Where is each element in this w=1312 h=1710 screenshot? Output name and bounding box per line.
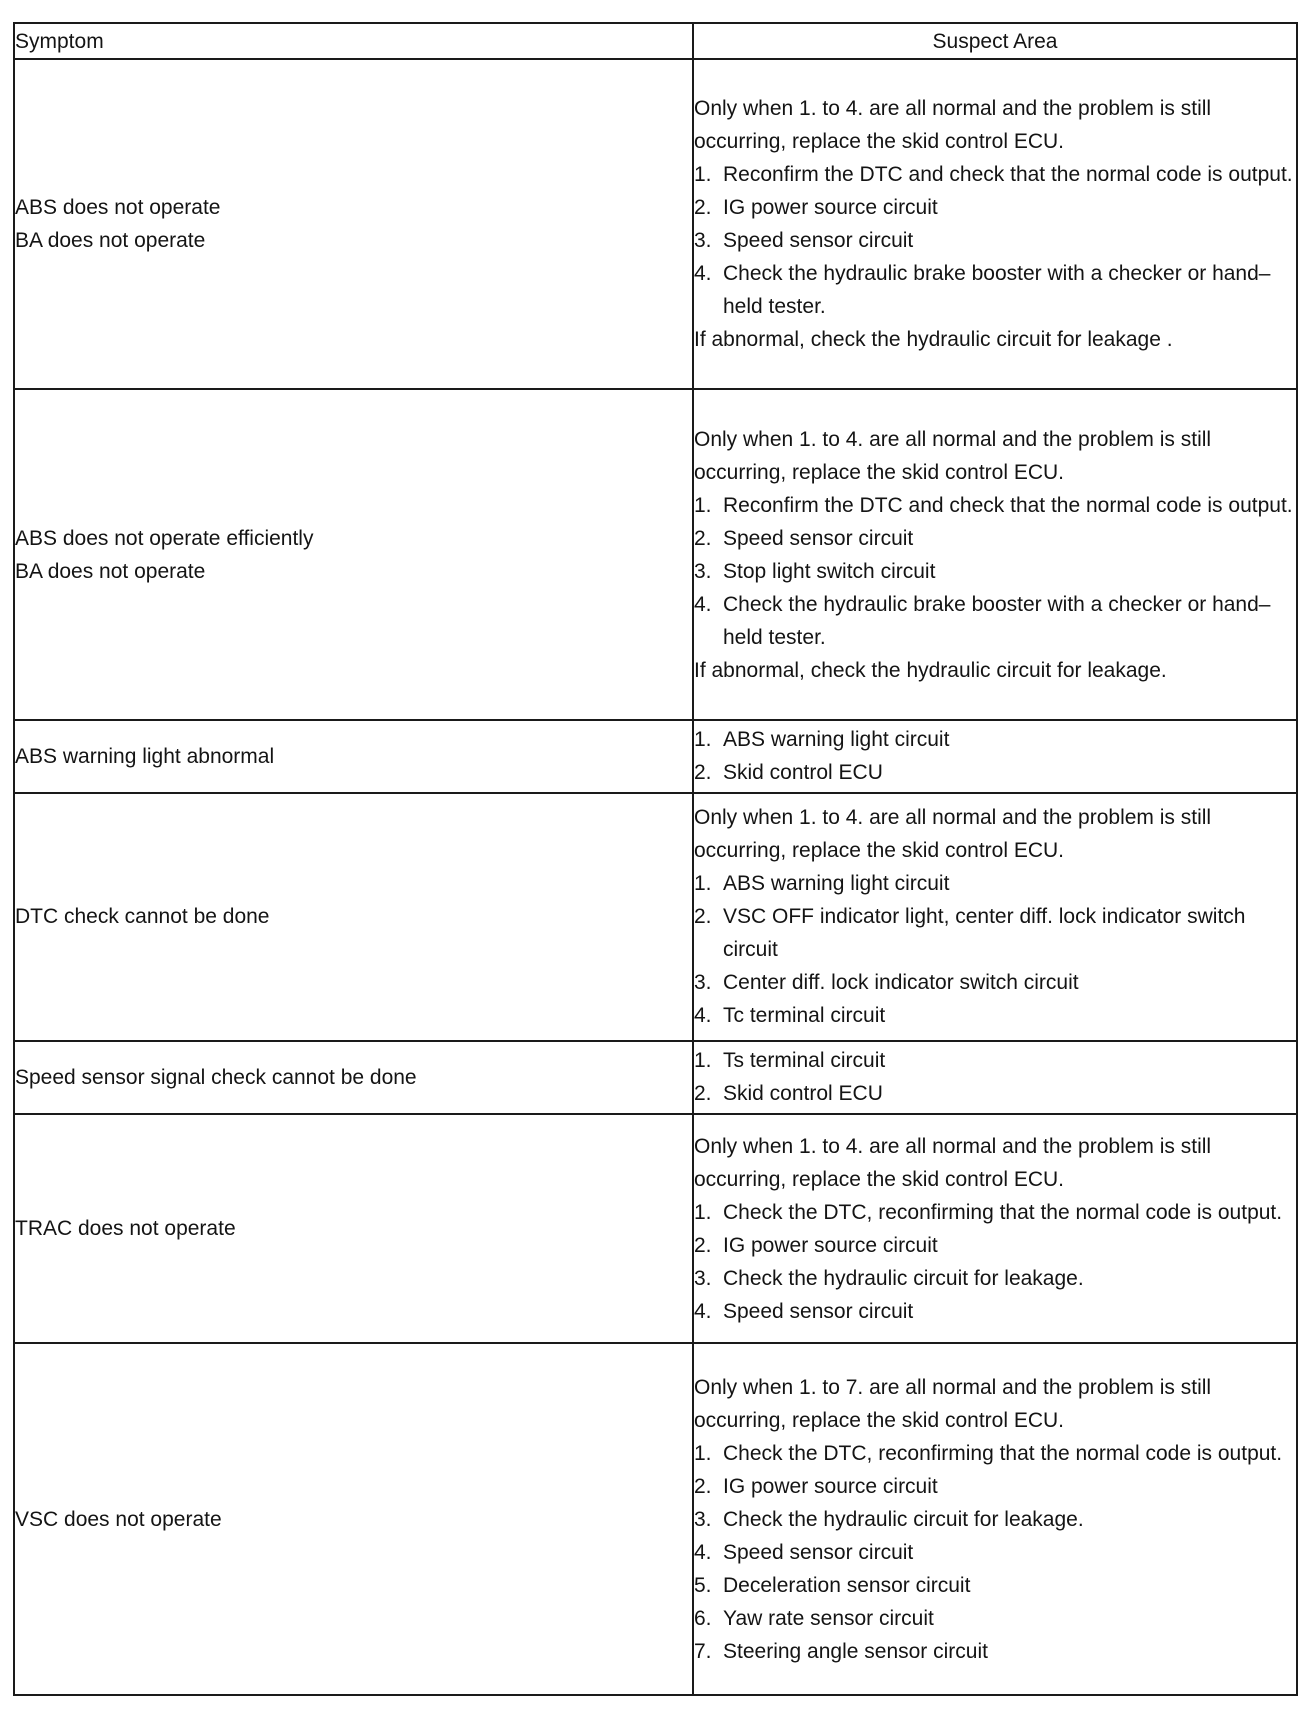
item-number: 1. xyxy=(694,163,712,187)
table-row xyxy=(14,1343,1297,1695)
item-text: Speed sensor circuit xyxy=(723,526,914,550)
suspect-list-item xyxy=(694,966,1296,999)
suspect-area-cell xyxy=(693,1114,1297,1343)
item-text: ABS warning light circuit xyxy=(723,872,950,896)
symptom-text: ABS warning light abnormal xyxy=(15,744,275,768)
item-number: 2. xyxy=(694,1233,712,1257)
symptom-text: TRAC does not operate xyxy=(15,1217,236,1241)
item-number: 1. xyxy=(694,728,712,752)
symptom-text: DTC check cannot be done xyxy=(15,905,270,929)
table-row xyxy=(14,793,1297,1041)
item-number: 3. xyxy=(694,971,712,995)
symptom-table xyxy=(13,22,1298,1696)
suspect-note: If abnormal, check the hydraulic circuit for leakage. xyxy=(694,658,1167,682)
table-row xyxy=(14,1041,1297,1114)
item-number: 1. xyxy=(694,1200,712,1224)
item-number: 3. xyxy=(694,1266,712,1290)
symptom-text: BA does not operate xyxy=(15,559,206,583)
suspect-list-item xyxy=(694,1295,1296,1328)
item-text: Check the DTC, reconfirming that the normal code is output. xyxy=(723,1200,1283,1224)
suspect-list-item xyxy=(694,867,1296,900)
item-number: 2. xyxy=(694,761,712,785)
item-text: IG power source circuit xyxy=(723,1233,938,1257)
item-text: Skid control ECU xyxy=(723,1082,883,1106)
item-number: 3. xyxy=(694,559,712,583)
suspect-intro: Only when 1. to 4. are all normal and the problem is still occurring, replace the skid control ECU. xyxy=(694,427,1212,484)
item-text: Speed sensor circuit xyxy=(723,229,914,253)
item-text: Check the hydraulic brake booster with a checker or hand–held tester. xyxy=(723,592,1271,649)
suspect-list-item xyxy=(694,1044,1296,1077)
item-number: 4. xyxy=(694,262,712,286)
suspect-list-item xyxy=(694,1503,1296,1536)
symptom-cell xyxy=(14,389,693,719)
item-number: 1. xyxy=(694,1441,712,1465)
suspect-list-item xyxy=(694,257,1296,323)
symptom-text: BA does not operate xyxy=(15,229,206,253)
suspect-list-item xyxy=(694,999,1296,1032)
item-text: IG power source circuit xyxy=(723,1474,938,1498)
table-row xyxy=(14,1114,1297,1343)
suspect-list-item xyxy=(694,1635,1296,1668)
suspect-list-item xyxy=(694,588,1296,654)
symptom-text: VSC does not operate xyxy=(15,1507,222,1531)
item-text: VSC OFF indicator light, center diff. lock indicator switch circuit xyxy=(723,905,1246,962)
suspect-list-item xyxy=(694,1077,1296,1110)
item-number: 2. xyxy=(694,526,712,550)
item-text: Reconfirm the DTC and check that the normal code is output. xyxy=(723,493,1293,517)
symptom-cell xyxy=(14,1114,693,1343)
item-text: Check the DTC, reconfirming that the normal code is output. xyxy=(723,1441,1283,1465)
suspect-intro: Only when 1. to 4. are all normal and the problem is still occurring, replace the skid control ECU. xyxy=(694,1134,1212,1191)
item-number: 1. xyxy=(694,872,712,896)
symptom-cell xyxy=(14,59,693,389)
suspect-intro: Only when 1. to 4. are all normal and the problem is still occurring, replace the skid control ECU. xyxy=(694,806,1212,863)
item-text: Speed sensor circuit xyxy=(723,1299,914,1323)
item-number: 4. xyxy=(694,1004,712,1028)
item-text: Center diff. lock indicator switch circuit xyxy=(723,971,1079,995)
suspect-area-cell xyxy=(693,720,1297,793)
item-text: Check the hydraulic circuit for leakage. xyxy=(723,1266,1084,1290)
item-number: 2. xyxy=(694,1474,712,1498)
item-text: Check the hydraulic brake booster with a checker or hand–held tester. xyxy=(723,262,1271,319)
suspect-list-item xyxy=(694,1437,1296,1470)
suspect-list-item xyxy=(694,1569,1296,1602)
item-text: ABS warning light circuit xyxy=(723,728,950,752)
table-row xyxy=(14,389,1297,719)
suspect-area-cell xyxy=(693,793,1297,1041)
symptom-cell xyxy=(14,720,693,793)
item-text: Ts terminal circuit xyxy=(723,1049,886,1073)
suspect-area-cell xyxy=(693,389,1297,719)
item-text: Deceleration sensor circuit xyxy=(723,1573,971,1597)
item-number: 3. xyxy=(694,1507,712,1531)
item-text: Steering angle sensor circuit xyxy=(723,1639,988,1663)
item-number: 1. xyxy=(694,1049,712,1073)
suspect-list-item xyxy=(694,756,1296,789)
item-number: 5. xyxy=(694,1573,712,1597)
suspect-list-item xyxy=(694,900,1296,966)
item-number: 4. xyxy=(694,1540,712,1564)
suspect-list-item xyxy=(694,158,1296,191)
suspect-list-item xyxy=(694,723,1296,756)
suspect-list-item xyxy=(694,1262,1296,1295)
item-number: 2. xyxy=(694,196,712,220)
item-number: 3. xyxy=(694,229,712,253)
item-text: Tc terminal circuit xyxy=(723,1004,886,1028)
suspect-list-item xyxy=(694,555,1296,588)
header-symptom: Symptom xyxy=(14,23,693,59)
item-number: 4. xyxy=(694,1299,712,1323)
symptom-cell xyxy=(14,793,693,1041)
suspect-area-cell xyxy=(693,1343,1297,1695)
suspect-list-item xyxy=(694,1196,1296,1229)
item-number: 2. xyxy=(694,905,712,929)
symptom-cell xyxy=(14,1041,693,1114)
suspect-list-item xyxy=(694,1470,1296,1503)
header-row xyxy=(14,23,1297,59)
item-text: Speed sensor circuit xyxy=(723,1540,914,1564)
item-text: Skid control ECU xyxy=(723,761,883,785)
item-text: Yaw rate sensor circuit xyxy=(723,1606,934,1630)
suspect-list-item xyxy=(694,1229,1296,1262)
item-text: Check the hydraulic circuit for leakage. xyxy=(723,1507,1084,1531)
item-number: 6. xyxy=(694,1606,712,1630)
symptom-text: Speed sensor signal check cannot be done xyxy=(15,1065,417,1089)
symptom-cell xyxy=(14,1343,693,1695)
item-text: Stop light switch circuit xyxy=(723,559,936,583)
suspect-list-item xyxy=(694,224,1296,257)
symptom-text: ABS does not operate efficiently xyxy=(15,526,314,550)
table-row xyxy=(14,59,1297,389)
symptom-text: ABS does not operate xyxy=(15,196,221,220)
suspect-list-item xyxy=(694,1602,1296,1635)
table-row xyxy=(14,720,1297,793)
suspect-area-cell xyxy=(693,1041,1297,1114)
suspect-list-item xyxy=(694,191,1296,224)
header-suspect-area: Suspect Area xyxy=(693,23,1297,59)
suspect-intro: Only when 1. to 7. are all normal and the problem is still occurring, replace the skid control ECU. xyxy=(694,1375,1212,1432)
item-number: 1. xyxy=(694,493,712,517)
item-number: 4. xyxy=(694,592,712,616)
suspect-list-item xyxy=(694,1536,1296,1569)
item-text: IG power source circuit xyxy=(723,196,938,220)
suspect-note: If abnormal, check the hydraulic circuit for leakage . xyxy=(694,328,1173,352)
suspect-area-cell xyxy=(693,59,1297,389)
item-number: 7. xyxy=(694,1639,712,1663)
suspect-list-item xyxy=(694,522,1296,555)
item-text: Reconfirm the DTC and check that the normal code is output. xyxy=(723,163,1293,187)
item-number: 2. xyxy=(694,1082,712,1106)
suspect-list-item xyxy=(694,489,1296,522)
suspect-intro: Only when 1. to 4. are all normal and the problem is still occurring, replace the skid control ECU. xyxy=(694,97,1212,154)
